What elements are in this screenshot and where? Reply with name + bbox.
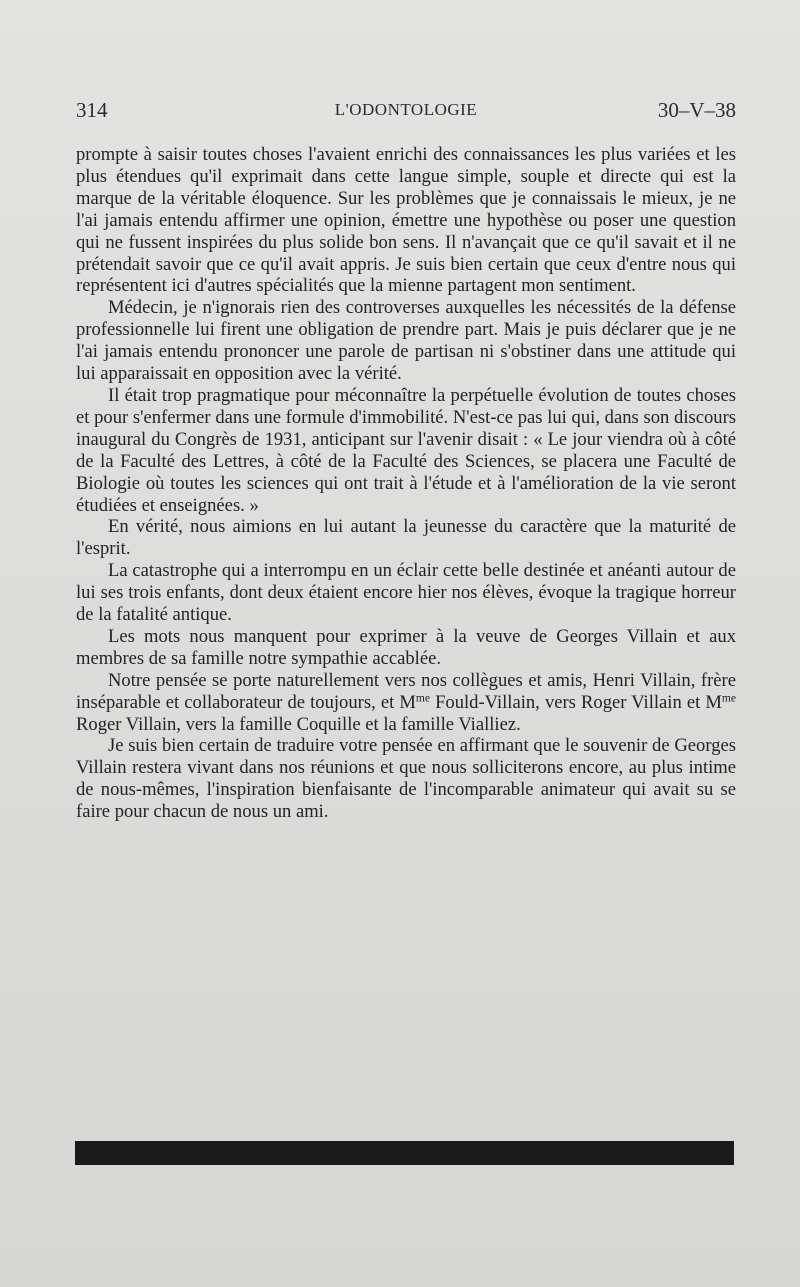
paragraph: Les mots nous manquent pour exprimer à la veuve de Georges Villain et aux membres de sa famille notre sympathie accablée.	[76, 625, 736, 669]
page-header	[76, 98, 736, 126]
page-number: 314	[76, 98, 108, 122]
paragraph-text: Notre pensée se porte naturellement vers nos collègues et amis, Henri Villain, frère inséparable et collaborateur de toujours, et M	[76, 669, 736, 713]
paragraph: Médecin, je n'ignorais rien des controverses auxquelles les nécessités de la défense professionnelle lui firent une obligation de prendre part. Mais je puis déclarer que je ne l'ai jamais entendu prononcer une parole de partisan ni s'obstiner dans une attitude qui lui apparaissait en opposition avec la vérité.	[76, 297, 736, 385]
paragraph	[76, 670, 736, 736]
paragraph: La catastrophe qui a interrompu en un éclair cette belle destinée et anéanti autour de lui ses trois enfants, dont deux étaient encore hier nos élèves, évoque la tragique horreur de la fatalité antique.	[76, 560, 736, 626]
paragraph: Il était trop pragmatique pour méconnaître la perpétuelle évolution de toutes choses et pour s'enfermer dans une formule d'immobilité. N'est-ce pas lui qui, dans son discours inaugural du Congrès de 1931, anticipant sur l'avenir disait : « Le jour viendra où à côté de la Faculté des Lettres, à côté de la Faculté des Sciences, se placera une Faculté de Biologie où toutes les sciences qui ont trait à l'étude et à l'amélioration de la vie seront étudiées et enseignées. »	[76, 384, 736, 516]
paragraph-text: Fould-Villain, vers Roger Villain et M	[429, 691, 722, 713]
body-text	[76, 144, 736, 823]
superscript: me	[415, 692, 430, 705]
paragraph-text: Roger Villain, vers la famille Coquille et la famille Vialliez.	[76, 713, 521, 735]
superscript: me	[721, 692, 736, 705]
running-title: L'ODONTOLOGIE	[334, 100, 478, 119]
paragraph: Je suis bien certain de traduire votre pensée en affirmant que le souvenir de Georges Villain restera vivant dans nos réunions et que nous solliciterons encore, au plus intime de nous-mêmes, l'inspiration bienfaisante de l'incomparable animateur qui avait su se faire pour chacun de nous un ami.	[76, 735, 736, 823]
black-rule	[75, 1141, 734, 1165]
issue-date: 30–V–38	[657, 98, 736, 122]
paragraph: prompte à saisir toutes choses l'avaient enrichi des connaissances les plus variées et les plus étendues qu'il exprimait dans cette langue simple, souple et directe qui est la marque de la véritable éloquence. Sur les problèmes que je connaissais le mieux, je ne l'ai jamais entendu affirmer une opinion, émettre une hypothèse ou poser une question qui ne fussent inspirées du plus solide bon sens. Il n'avançait que ce qu'il savait et il ne prétendait savoir que ce qu'il avait appris. Je suis bien certain que ceux d'entre nous qui représentent ici d'autres spécialités que la mienne partagent mon sentiment.	[76, 144, 736, 297]
paragraph: En vérité, nous aimions en lui autant la jeunesse du caractère que la maturité de l'esprit.	[76, 516, 736, 560]
